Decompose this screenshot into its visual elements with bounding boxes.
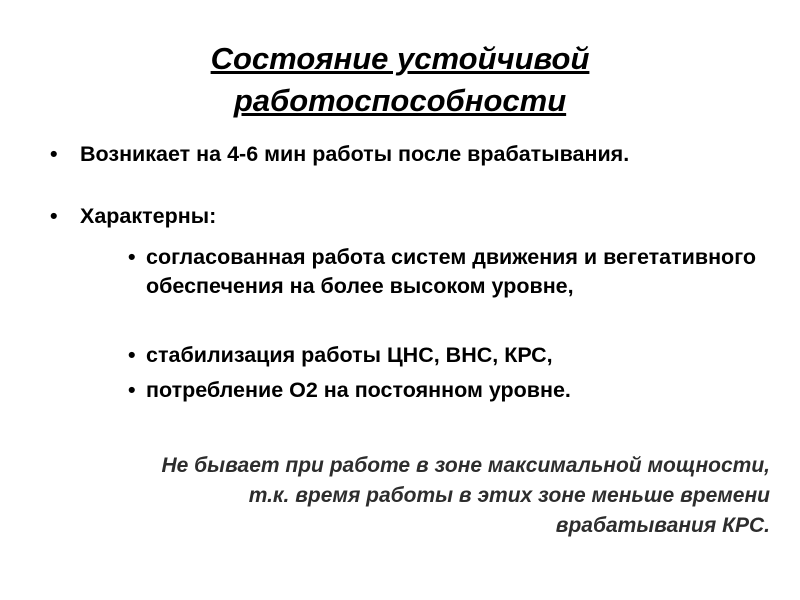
list-item [50, 140, 640, 169]
note-text: Не бывает при работе в зоне максимальной мощности, т.к. время работы в этих зоне меньше времени врабатывания КРС. [161, 454, 770, 537]
sub-list-item [128, 243, 786, 301]
bullet-icon: • [128, 343, 136, 367]
list-item [50, 202, 640, 231]
sub-list-item [128, 376, 786, 405]
list-item-text: Возникает на 4-6 мин работы после врабатывания. [80, 142, 630, 166]
sub-list-item [128, 341, 786, 370]
bullet-icon: • [128, 378, 136, 402]
sub-list-item-text: согласованная работа систем движения и вегетативного обеспечения на более высоком уровне, [146, 245, 756, 298]
bullet-icon: • [50, 204, 58, 228]
list-item-text: Характерны: [80, 204, 217, 228]
sub-list-item-text: стабилизация работы ЦНС, ВНС, КРС, [146, 343, 553, 367]
slide-title: Состояние устойчивой работоспособности [210, 41, 590, 118]
sub-list-item-text: потребление О2 на постоянном уровне. [146, 378, 571, 402]
bullet-icon: • [50, 142, 58, 166]
bullet-icon: • [128, 245, 136, 269]
